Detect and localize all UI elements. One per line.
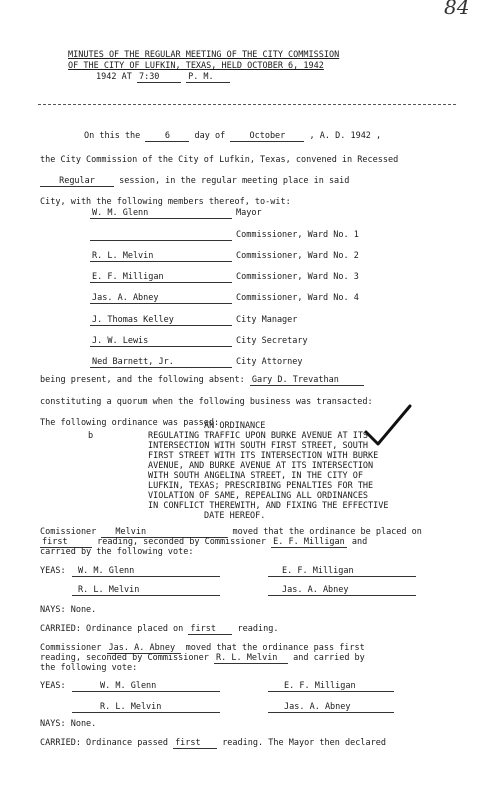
roster-role: City Attorney	[236, 357, 303, 367]
roster-underline	[90, 230, 232, 241]
page-number: 84	[444, 0, 470, 19]
present-text: being present, and the following absent:	[40, 375, 245, 385]
intro-line-4: City, with the following members thereof, to-wit:	[40, 197, 291, 207]
absent-member: Gary D. Trevathan	[250, 375, 364, 386]
intro-text-a: On this the	[84, 131, 141, 141]
header-line-3	[96, 72, 230, 83]
motion1-reading: first	[40, 537, 92, 548]
roster-role: Mayor	[236, 208, 262, 218]
motion1-commissioner-label: Comissioner	[40, 527, 97, 537]
header-meridiem: P. M.	[186, 72, 230, 83]
motion1-carried	[40, 624, 279, 635]
ordinance-line: AVENUE, AND BURKE AVENUE AT ITS INTERSECTION	[148, 461, 374, 471]
ordinance-heading: AN ORDINANCE	[204, 421, 266, 431]
motion1-yeas-label: YEAS:	[40, 566, 66, 576]
attendance-line	[40, 375, 364, 386]
motion2-carried-post: reading. The Mayor then declared	[222, 738, 386, 748]
ordinance-line: WITH SOUTH ANGELINA STREET, IN THE CITY OF	[148, 471, 363, 481]
ordinance-line: FIRST STREET WITH ITS INTERSECTION WITH BURKE	[148, 451, 379, 461]
intro-month: October	[230, 131, 304, 142]
roster-name: Jas. A. Abney	[92, 293, 159, 303]
motion2-yea: E. F. Milligan	[284, 681, 356, 691]
motion2-line-3: the following vote:	[40, 663, 138, 673]
roster-name: W. M. Glenn	[92, 208, 149, 218]
motion2-mover: Jas. A. Abney	[107, 643, 181, 654]
intro-line-3-text: session, in the regular meeting place in said	[119, 176, 350, 186]
motion1-line-3: carried by the following vote:	[40, 547, 194, 557]
intro-day: 6	[145, 131, 189, 142]
motion2-moved-text: moved that the ordinance pass first	[185, 643, 365, 653]
ordinance-line: IN CONFLICT THEREWITH, AND FIXING THE EFFECTIVE	[148, 501, 389, 511]
motion1-yea: R. L. Melvin	[78, 585, 140, 595]
check-mark-icon	[364, 402, 414, 448]
ordinance-intro: The following ordinance was passed:	[40, 418, 220, 428]
header-year: 1942 AT	[96, 72, 132, 82]
ordinance-line: DATE HEREOF.	[204, 511, 266, 521]
intro-session-type: Regular	[40, 176, 114, 187]
roster-name: J. W. Lewis	[92, 336, 149, 346]
motion1-moved-text: moved that the ordinance be placed on	[232, 527, 422, 537]
motion2-yea: R. L. Melvin	[100, 702, 162, 712]
motion2-line-2-pre: reading, seconded by Commissioner	[40, 653, 209, 663]
roster-role: Commissioner, Ward No. 1	[236, 230, 359, 240]
ordinance-marker: b	[88, 431, 94, 441]
motion1-carried-reading: first	[188, 624, 232, 635]
quorum-line: constituting a quorum when the following business was transacted:	[40, 397, 373, 407]
motion1-yea: E. F. Milligan	[282, 566, 354, 576]
ordinance-line: VIOLATION OF SAME, REPEALING ALL ORDINANCES	[148, 491, 369, 501]
motion2-commissioner-label: Commissioner	[40, 643, 102, 653]
ordinance-line: INTERSECTION WITH SOUTH FIRST STREET, SOUTH	[148, 441, 369, 451]
roster-name: R. L. Melvin	[92, 251, 154, 261]
motion1-seconder: E. F. Milligan	[273, 537, 345, 547]
roster-name: E. F. Milligan	[92, 272, 164, 282]
motion1-seconded-text: reading, seconded by Commissioner	[97, 537, 267, 547]
motion1-nays: NAYS: None.	[40, 605, 97, 615]
header-divider	[38, 104, 456, 105]
motion1-yea: Jas. A. Abney	[282, 585, 349, 595]
motion1-carried-text: CARRIED: Ordinance placed on	[40, 624, 184, 634]
roster-role: Commissioner, Ward No. 3	[236, 272, 359, 282]
header-line-2: OF THE CITY OF LUFKIN, TEXAS, HELD OCTOBER 6, 1942	[68, 61, 324, 71]
motion1-mover: Melvin	[101, 527, 227, 538]
motion2-carried	[40, 738, 386, 749]
motion2-seconder: R. L. Melvin	[214, 653, 288, 664]
roster-name: Ned Barnett, Jr.	[92, 357, 174, 367]
motion1-carried-post: reading.	[237, 624, 279, 634]
motion2-line-2-post: and carried by	[293, 653, 365, 663]
ordinance-line: REGULATING TRAFFIC UPON BURKE AVENUE AT ITS	[148, 431, 369, 441]
ordinance-line: LUFKIN, TEXAS; PRESCRIBING PENALTIES FOR THE	[148, 481, 374, 491]
roster-role: Commissioner, Ward No. 4	[236, 293, 359, 303]
motion2-nays: NAYS: None.	[40, 719, 97, 729]
intro-text-b: day of	[194, 131, 226, 141]
motion1-and-text: and	[351, 537, 368, 547]
motion2-yea: Jas. A. Abney	[284, 702, 351, 712]
intro-text-c: , A. D. 1942 ,	[309, 131, 382, 141]
motion2-carried-text: CARRIED: Ordinance passed	[40, 738, 168, 748]
roster-name: J. Thomas Kelley	[92, 315, 174, 325]
motion1-yea: W. M. Glenn	[78, 566, 135, 576]
intro-line-3	[40, 176, 349, 187]
header-time: 7:30	[137, 72, 181, 83]
intro-line-1	[84, 131, 381, 142]
roster-role: City Manager	[236, 315, 298, 325]
motion2-yea: W. M. Glenn	[100, 681, 157, 691]
roster-role: Commissioner, Ward No. 2	[236, 251, 359, 261]
header-line-1: MINUTES OF THE REGULAR MEETING OF THE CITY COMMISSION	[68, 50, 340, 60]
roster-role: City Secretary	[236, 336, 308, 346]
motion2-carried-reading: first	[173, 738, 217, 749]
intro-line-2: the City Commission of the City of Lufkin, Texas, convened in Recessed	[40, 155, 399, 165]
motion2-yeas-label: YEAS:	[40, 681, 66, 691]
